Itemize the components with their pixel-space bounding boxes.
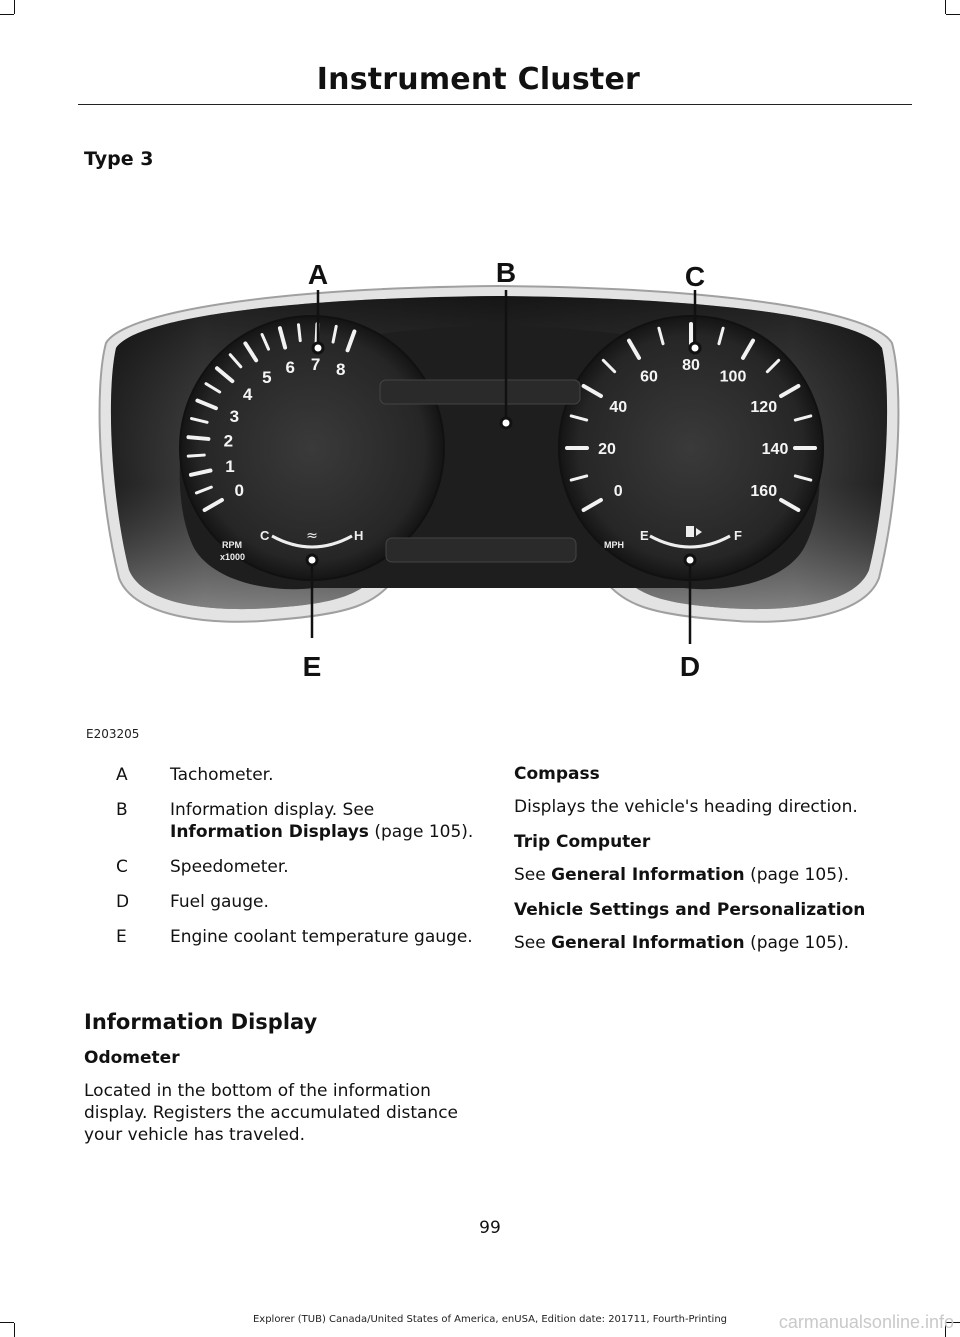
tachometer-tick-label: 4 (242, 385, 253, 405)
instrument-cluster-figure (84, 248, 914, 708)
crop-mark (14, 1323, 15, 1337)
legend-text (170, 799, 474, 843)
speedometer-tick-label: 80 (682, 357, 700, 374)
speedometer-unit: MPH (604, 540, 624, 550)
odometer-heading: Odometer (84, 1048, 180, 1068)
speedometer-tick-label: 160 (750, 483, 778, 500)
legend-cross-reference[interactable]: Information Displays (170, 822, 369, 842)
legend-item (84, 799, 474, 843)
trip-computer-page-ref: (page 105). (750, 865, 850, 885)
callout-E: E (302, 651, 322, 682)
callout-C: C (684, 261, 706, 292)
legend-text: Fuel gauge. (170, 892, 269, 912)
tachometer-unit-multiplier: x1000 (220, 552, 246, 562)
speedometer-tick-label: 20 (598, 441, 616, 458)
tachometer-unit: RPM (222, 540, 242, 550)
tachometer-tick (188, 455, 204, 456)
callout-D: D (679, 651, 701, 682)
trip-computer-prefix: See (514, 865, 546, 885)
tachometer-tick-label: 6 (285, 357, 295, 377)
legend-list (84, 764, 474, 961)
information-display-heading: Information Display (84, 1010, 318, 1034)
legend-item (84, 764, 474, 786)
temperature-gauge-high-label: H (354, 528, 364, 543)
legend-text: Tachometer. (170, 765, 274, 785)
vehicle-settings-cross-reference[interactable]: General Information (551, 933, 745, 953)
coolant-temperature-icon: ≈ (306, 528, 318, 544)
speedometer-tick-label: 100 (719, 368, 747, 386)
legend-letter: A (116, 765, 128, 785)
speedometer-tick-label: 40 (609, 399, 628, 416)
legend-letter: B (116, 800, 128, 820)
speedometer-tick-label: 120 (750, 399, 778, 416)
watermark: carmanualsonline.info (778, 1312, 954, 1332)
tachometer-tick-label: 8 (335, 360, 346, 380)
tachometer-tick-label: 1 (225, 457, 235, 477)
callout-A: A (307, 259, 329, 290)
legend-letter: D (116, 892, 130, 912)
header-rule (78, 104, 912, 105)
tachometer-tick (299, 325, 301, 341)
page-footer: Explorer (TUB) Canada/United States of America, enUSA, Edition date: 201711, Fourth-Printing (252, 1314, 728, 1325)
vehicle-settings-text (514, 932, 914, 954)
tachometer-tick-label: 7 (310, 355, 321, 375)
legend-letter: E (116, 927, 127, 947)
tachometer-tick-label: 0 (234, 481, 244, 500)
tachometer-tick (188, 437, 208, 439)
tachometer-tick-label: 3 (229, 406, 240, 426)
legend-item (84, 891, 474, 913)
legend-text: Speedometer. (170, 857, 289, 877)
info-display-bottom-panel (386, 538, 576, 562)
figure-id: E203205 (86, 727, 140, 741)
speedometer-tick-label: 60 (640, 368, 658, 386)
fuel-gauge-empty-label: E (640, 528, 649, 543)
fuel-pump-icon (686, 526, 694, 537)
trip-computer-text (514, 864, 914, 886)
info-display-top-panel (380, 380, 580, 404)
legend-item (84, 926, 474, 948)
legend-text: Engine coolant temperature gauge. (170, 927, 473, 947)
crop-mark (945, 0, 946, 14)
crop-mark (14, 0, 15, 14)
page-title: Instrument Cluster (316, 62, 640, 97)
page-number: 99 (479, 1218, 501, 1238)
crop-mark (0, 14, 14, 15)
section-type-heading: Type 3 (84, 148, 154, 170)
odometer-text: Located in the bottom of the information display. Registers the accumulated distance your vehicle has traveled. (84, 1081, 459, 1145)
vehicle-settings-prefix: See (514, 933, 546, 953)
right-column (514, 764, 914, 968)
callout-B: B (495, 257, 517, 288)
tachometer-tick-label: 5 (262, 368, 272, 388)
trip-computer-heading: Trip Computer (514, 832, 651, 852)
odometer-section (84, 1048, 474, 1146)
temperature-gauge-low-label: C (260, 528, 270, 543)
fuel-gauge-full-label: F (734, 528, 742, 543)
legend-page-ref: (page 105). (368, 822, 474, 842)
legend-letter: C (116, 857, 128, 877)
trip-computer-cross-reference[interactable]: General Information (551, 865, 745, 885)
legend-text-lead: Information display. See (170, 800, 375, 820)
compass-text: Displays the vehicle's heading direction. (514, 797, 858, 817)
compass-heading: Compass (514, 764, 600, 784)
vehicle-settings-heading: Vehicle Settings and Personalization (514, 900, 866, 920)
legend-item (84, 856, 474, 878)
speedometer-tick-label: 0 (613, 483, 623, 500)
tachometer-tick-label: 2 (223, 431, 234, 451)
vehicle-settings-page-ref: (page 105). (750, 933, 850, 953)
speedometer-tick-label: 140 (761, 441, 789, 458)
crop-mark (946, 14, 960, 15)
